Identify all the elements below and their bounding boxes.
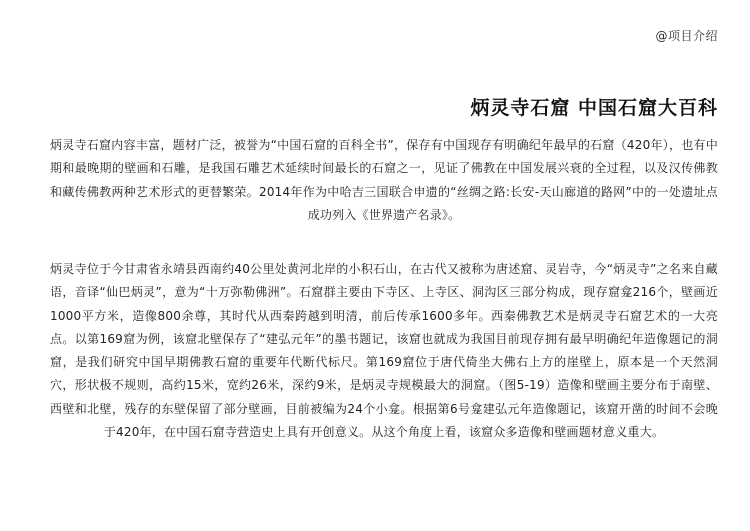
intro-paragraph-2: 炳灵寺位于今甘肃省永靖县西南约40公里处黄河北岸的小积石山，在古代又被称为唐述窟、灵岩寺，今“炳灵寺”之名来自藏语，音译“仙巴炳灵”，意为“十万弥勒佛洲”。石窟群主要由下寺区、上寺区、洞沟区三部分构成，现存窟龛216个，壁画近1000平方米，造像800余尊，其时代从西秦跨越到明清，前后传承1600多年。西秦佛教艺术是炳灵寺石窟艺术的一大亮点。以第169窟为例，该窟北壁保存了“建弘元年”的墨书题记，该窟也就成为我国目前现存拥有最早明确纪年造像题记的洞窟，是我们研究中国早期佛教石窟的重要年代断代标尺。第169窟位于唐代倚坐大佛右上方的崖壁上，原本是一个天然洞穴，形状极不规则，高约15米，宽约26米，深约9米，是炳灵寺规模最大的洞窟。（图5-19）造像和壁画主要分布于南壁、西壁和北壁，残存的东壁保留了部分壁画，目前被编为24个小龛。根据第6号龛建弘元年造像题记，该窟开凿的时间不会晚于420年，在中国石窟寺营造史上具有开创意义。从这个角度上看，该窟众多造像和壁画题材意义重大。 <box>50 262 718 440</box>
intro-paragraph-1: 炳灵寺石窟内容丰富，题材广泛，被誉为“中国石窟的百科全书”，保存有中国现存有明确纪年最早的石窟（420年），也有中期和最晚期的壁画和石雕，是我国石雕艺术延续时间最长的石窟之一，见证了佛教在中国发展兴衰的全过程，以及汉传佛教和藏传佛教两种艺术形式的更替繁荣。2014年作为中哈吉三国联合申遗的“丝绸之路:长安-天山廊道的路网”中的一处遗址点成功列入《世界遗产名录》。 <box>50 138 718 222</box>
section-tag: @项目介绍 <box>655 29 718 43</box>
page-title: 炳灵寺石窟 中国石窟大百科 <box>470 97 718 119</box>
